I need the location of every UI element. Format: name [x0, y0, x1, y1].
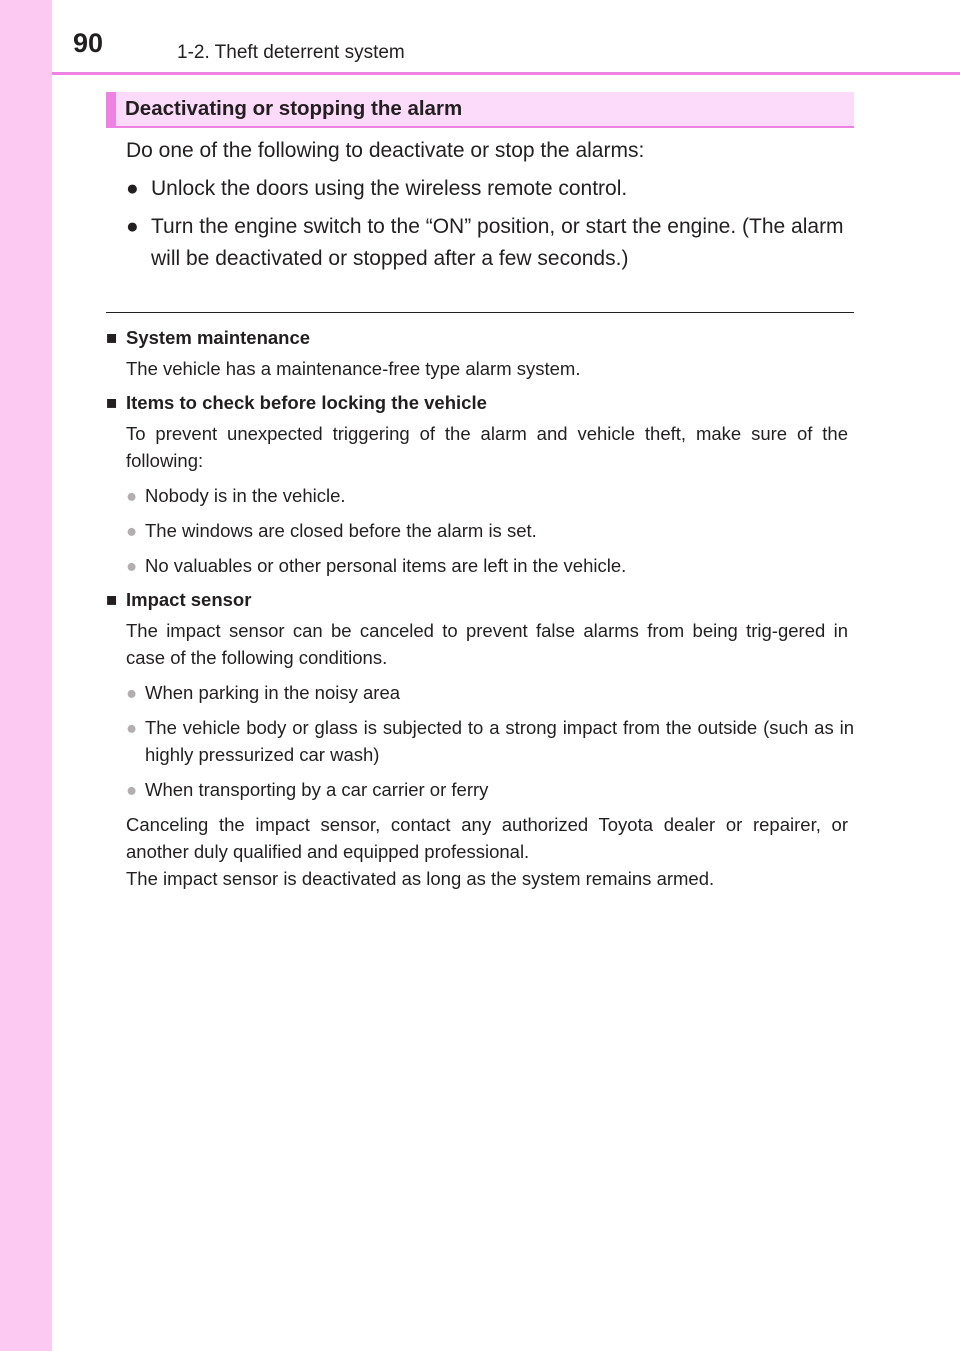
- square-bullet-icon: ■: [106, 392, 118, 413]
- list-item-text: No valuables or other personal items are left in the vehicle.: [145, 555, 627, 576]
- list-item-text: When transporting by a car carrier or ferry: [145, 779, 489, 800]
- bullet-icon: ●: [126, 682, 138, 703]
- bullet-icon: ●: [126, 555, 138, 576]
- list-item: [126, 714, 854, 768]
- note-heading: [106, 390, 854, 416]
- page-number: 90: [73, 28, 104, 58]
- list-item: [126, 517, 854, 544]
- divider: [106, 312, 854, 313]
- notes-section: [106, 325, 854, 900]
- note-body: To prevent unexpected triggering of the alarm and vehicle theft, make sure of the following:: [126, 423, 848, 471]
- bullet-icon: ●: [126, 520, 138, 541]
- list-item-text: Unlock the doors using the wireless remote control.: [151, 177, 628, 200]
- section-heading: [106, 92, 854, 128]
- bullet-icon: ●: [126, 779, 138, 800]
- list-item: [126, 679, 854, 706]
- square-bullet-icon: ■: [106, 327, 118, 348]
- note-heading: [106, 587, 854, 613]
- lead-paragraph: Do one of the following to deactivate or stop the alarms:: [126, 139, 645, 162]
- list-item: [126, 211, 854, 275]
- list-item: [126, 552, 854, 579]
- list-item-text: The vehicle body or glass is subjected to a strong impact from the outside (such as in highly pressurized car wash): [145, 717, 854, 765]
- list-item: [126, 173, 854, 205]
- section-title: 1-2. Theft deterrent system: [177, 42, 405, 63]
- note-body: Canceling the impact sensor, contact any authorized Toyota dealer or repairer, or another duly qualified and equipped professional.: [126, 814, 848, 862]
- list-item: [126, 482, 854, 509]
- note-body: The impact sensor is deactivated as long as the system remains armed.: [126, 868, 715, 889]
- note-body: The impact sensor can be canceled to prevent false alarms from being trig-gered in case of the following conditions.: [126, 620, 848, 668]
- header-rule: [52, 72, 960, 75]
- note-heading: [106, 325, 854, 351]
- note-title: Items to check before locking the vehicle: [126, 392, 487, 413]
- note-title: Impact sensor: [126, 589, 252, 610]
- heading-accent-bar: [106, 92, 116, 126]
- bullet-icon: ●: [126, 215, 139, 238]
- square-bullet-icon: ■: [106, 589, 118, 610]
- note-body: The vehicle has a maintenance-free type alarm system.: [126, 358, 581, 379]
- side-tab-strip: [0, 0, 52, 1351]
- bullet-icon: ●: [126, 177, 139, 200]
- list-item-text: Nobody is in the vehicle.: [145, 485, 346, 506]
- note-title: System maintenance: [126, 327, 311, 348]
- bullet-icon: ●: [126, 717, 138, 738]
- bullet-icon: ●: [126, 485, 138, 506]
- heading-title: Deactivating or stopping the alarm: [125, 97, 463, 120]
- list-item-text: Turn the engine switch to the “ON” position, or start the engine. (The alarm will be deactivated or stopped after a few seconds.): [151, 215, 844, 270]
- list-item-text: The windows are closed before the alarm is set.: [145, 520, 537, 541]
- list-item-text: When parking in the noisy area: [145, 682, 401, 703]
- list-item: [126, 776, 854, 803]
